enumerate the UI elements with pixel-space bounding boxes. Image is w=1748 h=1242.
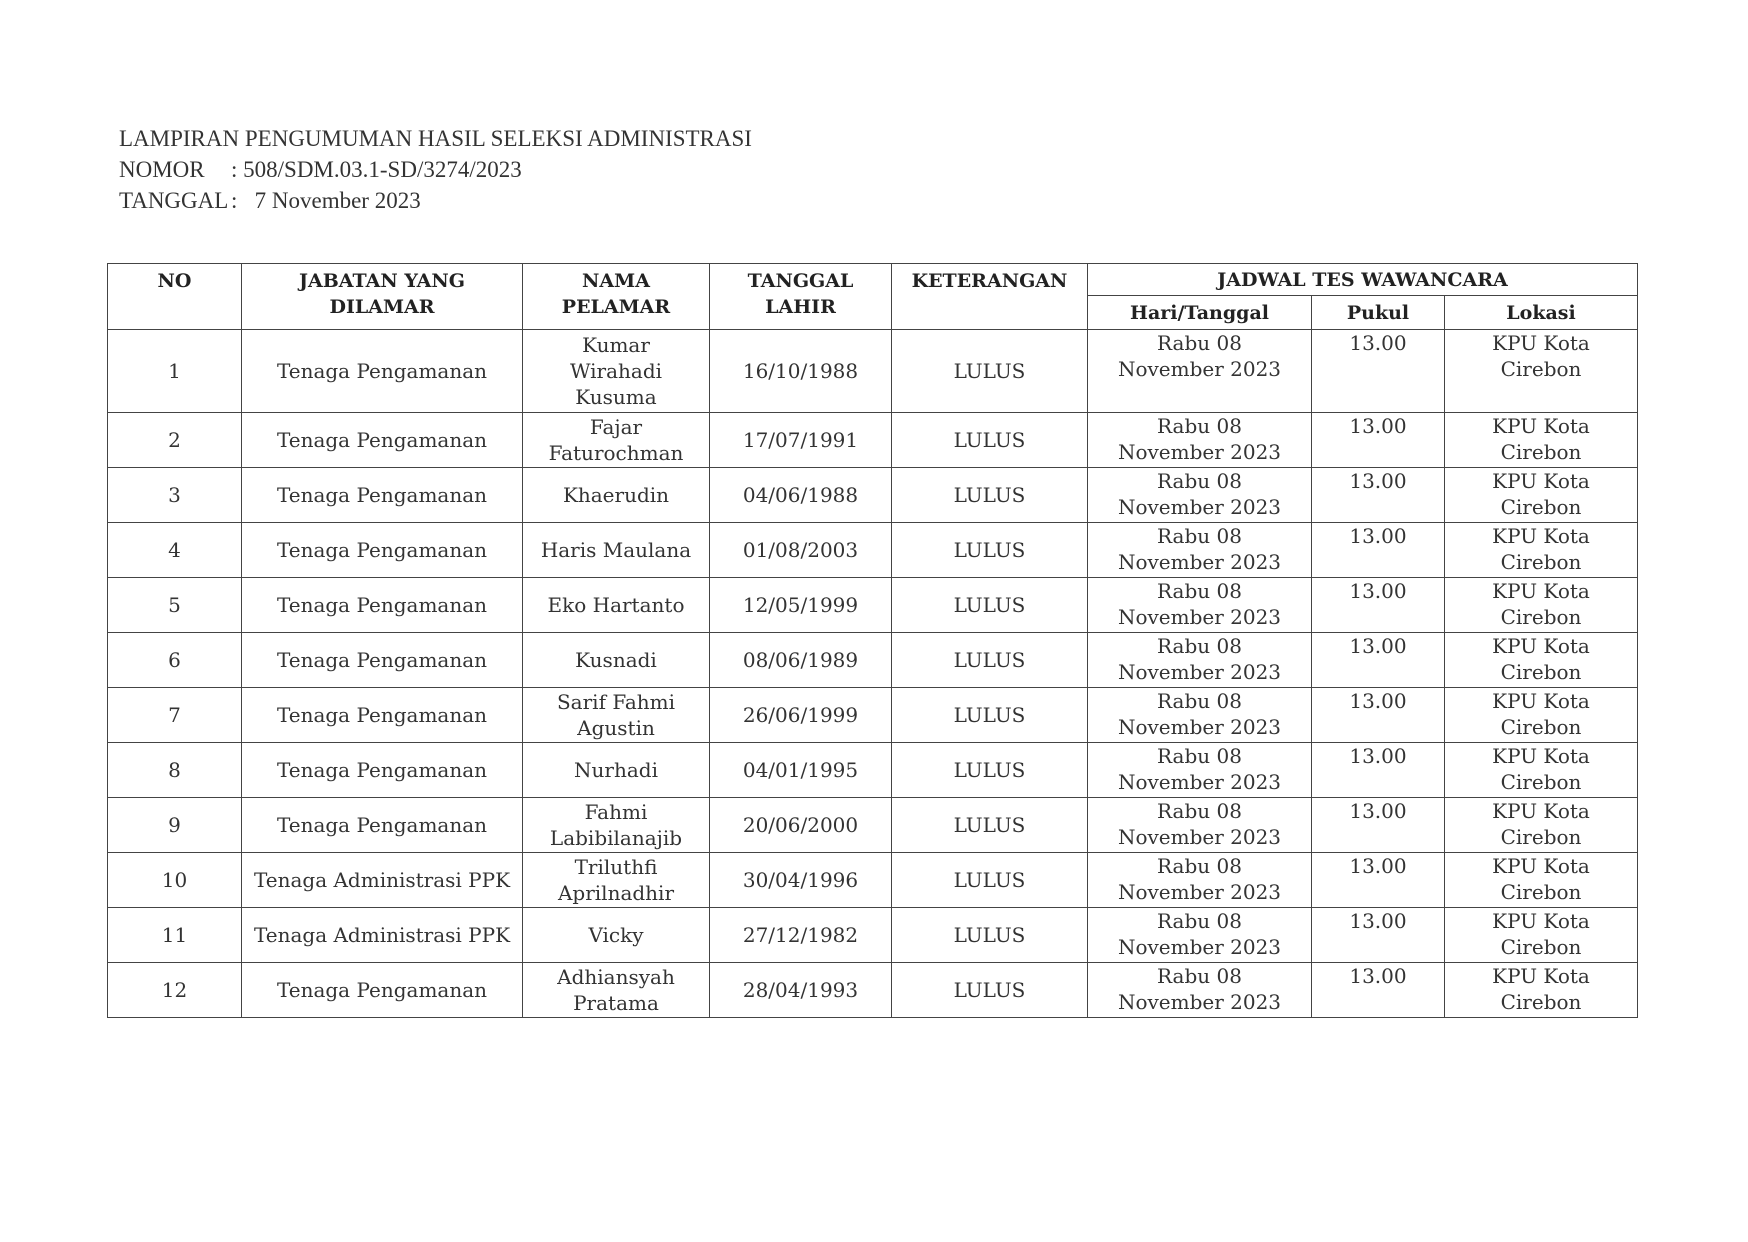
cell-ket: LULUS [892, 468, 1088, 523]
cell-hari: Rabu 08 November 2023 [1088, 908, 1312, 963]
document-title: LAMPIRAN PENGUMUMAN HASIL SELEKSI ADMINISTRASI [119, 126, 752, 151]
tanggal-line [119, 189, 421, 212]
table-row [108, 908, 1638, 963]
cell-lahir: 01/08/2003 [710, 523, 892, 578]
cell-pukul: 13.00 [1312, 523, 1445, 578]
cell-lahir: 20/06/2000 [710, 798, 892, 853]
cell-pukul: 13.00 [1312, 330, 1445, 413]
cell-hari: Rabu 08 November 2023 [1088, 688, 1312, 743]
cell-lokasi: KPU Kota Cirebon [1445, 330, 1638, 413]
cell-lokasi: KPU Kota Cirebon [1445, 523, 1638, 578]
table-row [108, 523, 1638, 578]
cell-lokasi: KPU Kota Cirebon [1445, 413, 1638, 468]
header-hari: Hari/Tanggal [1088, 296, 1312, 330]
table-row [108, 688, 1638, 743]
nomor-line [119, 158, 522, 181]
table-row [108, 633, 1638, 688]
table-row [108, 963, 1638, 1018]
header-jabatan: JABATAN YANG DILAMAR [242, 264, 523, 330]
cell-ket: LULUS [892, 908, 1088, 963]
cell-jabatan: Tenaga Pengamanan [242, 468, 523, 523]
table-row [108, 468, 1638, 523]
cell-jabatan: Tenaga Administrasi PPK [242, 853, 523, 908]
cell-ket: LULUS [892, 523, 1088, 578]
cell-nama: Haris Maulana [523, 523, 710, 578]
cell-hari: Rabu 08 November 2023 [1088, 468, 1312, 523]
nomor-label: NOMOR [119, 157, 205, 182]
cell-no: 7 [108, 688, 242, 743]
cell-ket: LULUS [892, 413, 1088, 468]
table-row [108, 798, 1638, 853]
cell-jabatan: Tenaga Pengamanan [242, 743, 523, 798]
nomor-value: : 508/SDM.03.1-SD/3274/2023 [231, 157, 522, 182]
cell-lahir: 16/10/1988 [710, 330, 892, 413]
cell-lokasi: KPU Kota Cirebon [1445, 853, 1638, 908]
cell-nama: Nurhadi [523, 743, 710, 798]
cell-no: 3 [108, 468, 242, 523]
cell-jabatan: Tenaga Pengamanan [242, 798, 523, 853]
cell-nama: Fajar Faturochman [523, 413, 710, 468]
cell-no: 8 [108, 743, 242, 798]
table-row [108, 578, 1638, 633]
cell-hari: Rabu 08 November 2023 [1088, 798, 1312, 853]
cell-pukul: 13.00 [1312, 908, 1445, 963]
cell-hari: Rabu 08 November 2023 [1088, 633, 1312, 688]
header-keterangan: KETERANGAN [892, 264, 1088, 330]
header-lokasi: Lokasi [1445, 296, 1638, 330]
cell-ket: LULUS [892, 743, 1088, 798]
cell-no: 9 [108, 798, 242, 853]
cell-lahir: 30/04/1996 [710, 853, 892, 908]
cell-no: 11 [108, 908, 242, 963]
cell-hari: Rabu 08 November 2023 [1088, 413, 1312, 468]
cell-jabatan: Tenaga Pengamanan [242, 963, 523, 1018]
table-row [108, 413, 1638, 468]
cell-nama: Triluthfi Aprilnadhir [523, 853, 710, 908]
cell-lokasi: KPU Kota Cirebon [1445, 688, 1638, 743]
table-row [108, 330, 1638, 413]
cell-hari: Rabu 08 November 2023 [1088, 578, 1312, 633]
cell-nama: Fahmi Labibilanajib [523, 798, 710, 853]
cell-ket: LULUS [892, 798, 1088, 853]
cell-no: 5 [108, 578, 242, 633]
header-pukul: Pukul [1312, 296, 1445, 330]
cell-ket: LULUS [892, 688, 1088, 743]
cell-hari: Rabu 08 November 2023 [1088, 963, 1312, 1018]
header-no: NO [108, 264, 242, 330]
cell-hari: Rabu 08 November 2023 [1088, 523, 1312, 578]
cell-lokasi: KPU Kota Cirebon [1445, 578, 1638, 633]
cell-lahir: 12/05/1999 [710, 578, 892, 633]
cell-pukul: 13.00 [1312, 688, 1445, 743]
cell-nama: Eko Hartanto [523, 578, 710, 633]
cell-pukul: 13.00 [1312, 578, 1445, 633]
cell-no: 4 [108, 523, 242, 578]
cell-hari: Rabu 08 November 2023 [1088, 330, 1312, 413]
cell-nama: Khaerudin [523, 468, 710, 523]
cell-ket: LULUS [892, 578, 1088, 633]
table-row [108, 743, 1638, 798]
cell-pukul: 13.00 [1312, 963, 1445, 1018]
cell-lahir: 28/04/1993 [710, 963, 892, 1018]
header-nama: NAMA PELAMAR [523, 264, 710, 330]
cell-hari: Rabu 08 November 2023 [1088, 743, 1312, 798]
cell-ket: LULUS [892, 330, 1088, 413]
cell-nama: Kumar Wirahadi Kusuma [523, 330, 710, 413]
cell-lahir: 04/01/1995 [710, 743, 892, 798]
cell-ket: LULUS [892, 633, 1088, 688]
cell-jabatan: Tenaga Pengamanan [242, 413, 523, 468]
tanggal-label: TANGGAL [119, 188, 229, 213]
cell-nama: Kusnadi [523, 633, 710, 688]
cell-lahir: 04/06/1988 [710, 468, 892, 523]
tanggal-value: : 7 November 2023 [231, 188, 421, 213]
cell-no: 2 [108, 413, 242, 468]
cell-no: 12 [108, 963, 242, 1018]
cell-lokasi: KPU Kota Cirebon [1445, 908, 1638, 963]
cell-no: 10 [108, 853, 242, 908]
cell-pukul: 13.00 [1312, 853, 1445, 908]
cell-jabatan: Tenaga Pengamanan [242, 578, 523, 633]
cell-lokasi: KPU Kota Cirebon [1445, 798, 1638, 853]
cell-nama: Adhiansyah Pratama [523, 963, 710, 1018]
cell-ket: LULUS [892, 963, 1088, 1018]
cell-pukul: 13.00 [1312, 633, 1445, 688]
cell-jabatan: Tenaga Pengamanan [242, 330, 523, 413]
cell-no: 6 [108, 633, 242, 688]
cell-ket: LULUS [892, 853, 1088, 908]
cell-lahir: 08/06/1989 [710, 633, 892, 688]
cell-lokasi: KPU Kota Cirebon [1445, 963, 1638, 1018]
cell-lahir: 26/06/1999 [710, 688, 892, 743]
cell-no: 1 [108, 330, 242, 413]
cell-pukul: 13.00 [1312, 413, 1445, 468]
cell-lokasi: KPU Kota Cirebon [1445, 743, 1638, 798]
cell-jabatan: Tenaga Administrasi PPK [242, 908, 523, 963]
cell-pukul: 13.00 [1312, 743, 1445, 798]
cell-lokasi: KPU Kota Cirebon [1445, 468, 1638, 523]
header-jadwal: JADWAL TES WAWANCARA [1088, 264, 1638, 296]
cell-nama: Sarif Fahmi Agustin [523, 688, 710, 743]
cell-pukul: 13.00 [1312, 798, 1445, 853]
header-tanggal-lahir: TANGGAL LAHIR [710, 264, 892, 330]
results-table [107, 263, 1638, 1018]
cell-nama: Vicky [523, 908, 710, 963]
cell-hari: Rabu 08 November 2023 [1088, 853, 1312, 908]
cell-lahir: 17/07/1991 [710, 413, 892, 468]
cell-jabatan: Tenaga Pengamanan [242, 633, 523, 688]
cell-jabatan: Tenaga Pengamanan [242, 688, 523, 743]
cell-lahir: 27/12/1982 [710, 908, 892, 963]
cell-pukul: 13.00 [1312, 468, 1445, 523]
cell-jabatan: Tenaga Pengamanan [242, 523, 523, 578]
table-row [108, 853, 1638, 908]
cell-lokasi: KPU Kota Cirebon [1445, 633, 1638, 688]
